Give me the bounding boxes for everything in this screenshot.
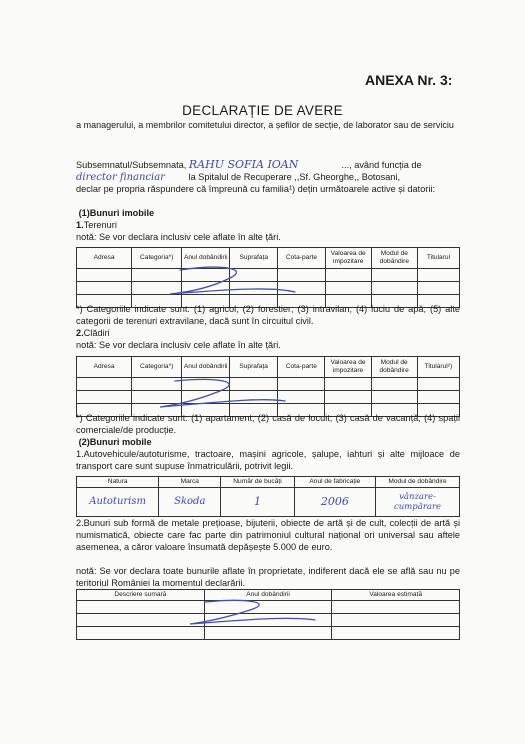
note-bunuri: notă: Se vor declara toate bunurile aflate în proprietate, indiferent dacă ele se află sau nu pe teritoriul României la momentul declarării. [76,566,460,588]
subsection-cladiri: 2.Clădiri [76,328,110,338]
subsection-terenuri: 1.Terenuri [76,220,117,230]
col-descriere: Descriere sumară [77,590,205,601]
footnote-cladiri: *) Categoriile indicate sunt: (1) apartament; (2) casă de locuit; (3) casă de vacanță; (4) spații comerciale/de producție. [76,413,460,435]
page-title: DECLARAȚIE DE AVERE [182,103,343,118]
table-row [77,488,460,517]
cross-out-mark-3 [180,596,320,632]
declarant-name-handwritten: RAHU SOFIA IOAN [188,158,299,171]
table-autovehicule [76,476,460,517]
vehicle-numar: 1 [221,488,294,517]
intro-line-3: declar pe propria răspundere că împreună cu familia¹) dețin următoarele active și datorii: [76,184,435,194]
mobile-item-1: 1.Autovehicule/autoturisme, tractoare, mașini agricole, șalupe, iahturi și alte mijloace de transport care sunt supuse înmatriculării, potrivit legii. [76,449,460,471]
function-handwritten: director financiar [76,172,165,183]
vehicle-an: 2006 [294,488,375,517]
intro-line-1 [76,159,422,171]
note-cladiri: notă: Se vor declara inclusiv cele aflate în alte țări. [76,340,281,350]
col-an-fabricatie: Anul de fabricație [294,477,375,488]
col-modul: Modul de dobândire [371,248,417,269]
col-valoarea: Valoarea de impozitare [325,357,371,378]
section-2-heading: (2)Bunuri mobile [78,437,152,447]
vehicle-marca: Skoda [159,488,221,517]
col-cota-parte: Cota-parte [278,248,325,269]
col-adresa: Adresa [77,357,132,378]
col-modul: Modul de dobândire [371,357,417,378]
col-anul: Anul dobândirii [204,590,332,601]
col-adresa: Adresa [77,248,132,269]
col-natura: Natura [77,477,159,488]
intro-employer: la Spitalul de Recuperare ,,Sf. Gheorghe,, Botosani, [188,172,401,182]
annex-number: ANEXA Nr. 3: [365,72,453,88]
col-anul: Anul dobândirii [182,248,230,269]
vehicle-mod: vânzare-cumpărare [376,488,460,517]
col-suprafata: Suprafața [230,357,278,378]
vehicle-natura: Autoturism [77,488,159,517]
col-cota-parte: Cota-parte [278,357,325,378]
footnote-terenuri: *) Categoriile indicate sunt: (1) agricol; (2) forestier; (3) intravilan; (4) luciu de apă; (5) alte categorii de terenuri extravilane, dacă sunt în circuitul civil. [76,304,460,326]
section-1-heading: (1)Bunuri imobile [78,208,155,218]
col-titularul: Titularul [417,248,459,269]
cross-out-mark-2 [150,375,290,415]
col-mod-dobandire: Modul de dobândire [376,477,460,488]
col-categoria: Categoria*) [132,357,182,378]
col-marca: Marca [159,477,221,488]
col-suprafata: Suprafața [230,248,278,269]
page-subtitle: a managerului, a membrilor comitetului director, a șefilor de secție, de laborator sau de serviciu [76,120,454,130]
table-header-row [77,477,460,488]
col-numar: Număr de bucăți [221,477,294,488]
col-titularul: Titularul²) [417,357,459,378]
intro-prefix: Subsemnatul/Subsemnata, [76,160,187,170]
mobile-item-2: 2.Bunuri sub formă de metale prețioase, bijuterii, obiecte de artă și de cult, colecții de artă și numismatică, obiecte care fac parte din patrimoniul cultural național ori universal sau aftele asemenea, a căror valoare însumată depășește 5.000 de euro. [76,518,460,552]
col-anul: Anul dobândirii [182,357,230,378]
intro-suffix: ..., având funcția de [341,160,422,170]
cross-out-mark-1 [160,262,300,302]
col-categoria: Categoria*) [132,248,182,269]
note-terenuri: notă: Se vor declara inclusiv cele aflate în alte țări. [76,232,281,242]
col-valoarea: Valoarea de impozitare [325,248,371,269]
col-valoarea: Valoarea estimată [332,590,460,601]
